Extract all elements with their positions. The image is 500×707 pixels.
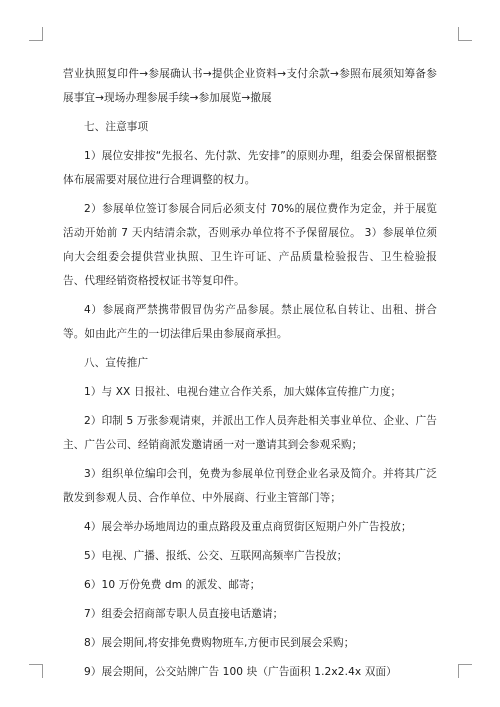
promotion-item-8: 8）展会期间,将安排免费购物班车,方便市民到展会采购； bbox=[84, 637, 355, 649]
process-flow-paragraph: 营业执照复印件→参展确认书→提供企业资料→支付余款→参照布展须知筹备参展事宜→现场办理参展手续→参加展览→撤展 bbox=[63, 68, 437, 104]
promotion-item-7: 7）组委会招商部专职人员直接电话邀请； bbox=[84, 608, 284, 620]
notes-item-1: 1）展位安排按“先报名、先付款、先安排”的原则办理，组委会保留根据整体布展需要对展位进行合理调整的权力。 bbox=[63, 150, 437, 186]
section-heading-notes: 七、注意事项 bbox=[84, 121, 149, 133]
promotion-item-1: 1）与 XX 日报社、电视台建立合作关系，加大媒体宣传推广力度； bbox=[84, 386, 402, 398]
notes-item-4: 4）参展商严禁携带假冒伪劣产品参展。禁止展位私自转让、出租、拼合等。如由此产生的一切法律后果由参展商承担。 bbox=[63, 304, 437, 340]
promotion-item-9: 9）展会期间，公交站牌广告 100 块（广告面积 1.2x2.4x 双面） bbox=[84, 666, 397, 678]
crop-mark-top-right bbox=[458, 27, 472, 41]
crop-mark-bottom-right bbox=[458, 664, 472, 678]
section-heading-promotion: 八、宣传推广 bbox=[84, 357, 149, 369]
promotion-item-5: 5）电视、广播、报纸、公交、互联网高频率广告投放； bbox=[84, 550, 348, 562]
document-body bbox=[63, 62, 437, 689]
crop-mark-bottom-left bbox=[29, 664, 43, 678]
promotion-item-3: 3）组织单位编印会刊，免费为参展单位刊登企业名录及简介。并将其广泛散发到参观人员、合作单位、中外展商、行业主管部门等； bbox=[63, 468, 437, 504]
notes-item-2-3: 2）参展单位签订参展合同后必须支付 70%的展位费作为定金，并于展览活动开始前 7 天内结清余款，否则承办单位将不予保留展位。 3）参展单位须向大会组委会提供营业执照、卫生许可证、产品质量检验报告、卫生检验报告、代理经销资格授权证书等复印件。 bbox=[63, 203, 437, 287]
promotion-item-4: 4）展会举办场地周边的重点路段及重点商贸街区短期户外广告投放； bbox=[84, 521, 412, 533]
promotion-item-2: 2）印制 5 万张参观请柬，并派出工作人员奔赴相关事业单位、企业、广告主、广告公司、经销商派发邀请函一对一邀请其到会参观采购； bbox=[63, 415, 437, 451]
crop-mark-top-left bbox=[29, 27, 43, 41]
promotion-item-6: 6）10 万份免费 dm 的派发、邮寄； bbox=[84, 579, 261, 591]
